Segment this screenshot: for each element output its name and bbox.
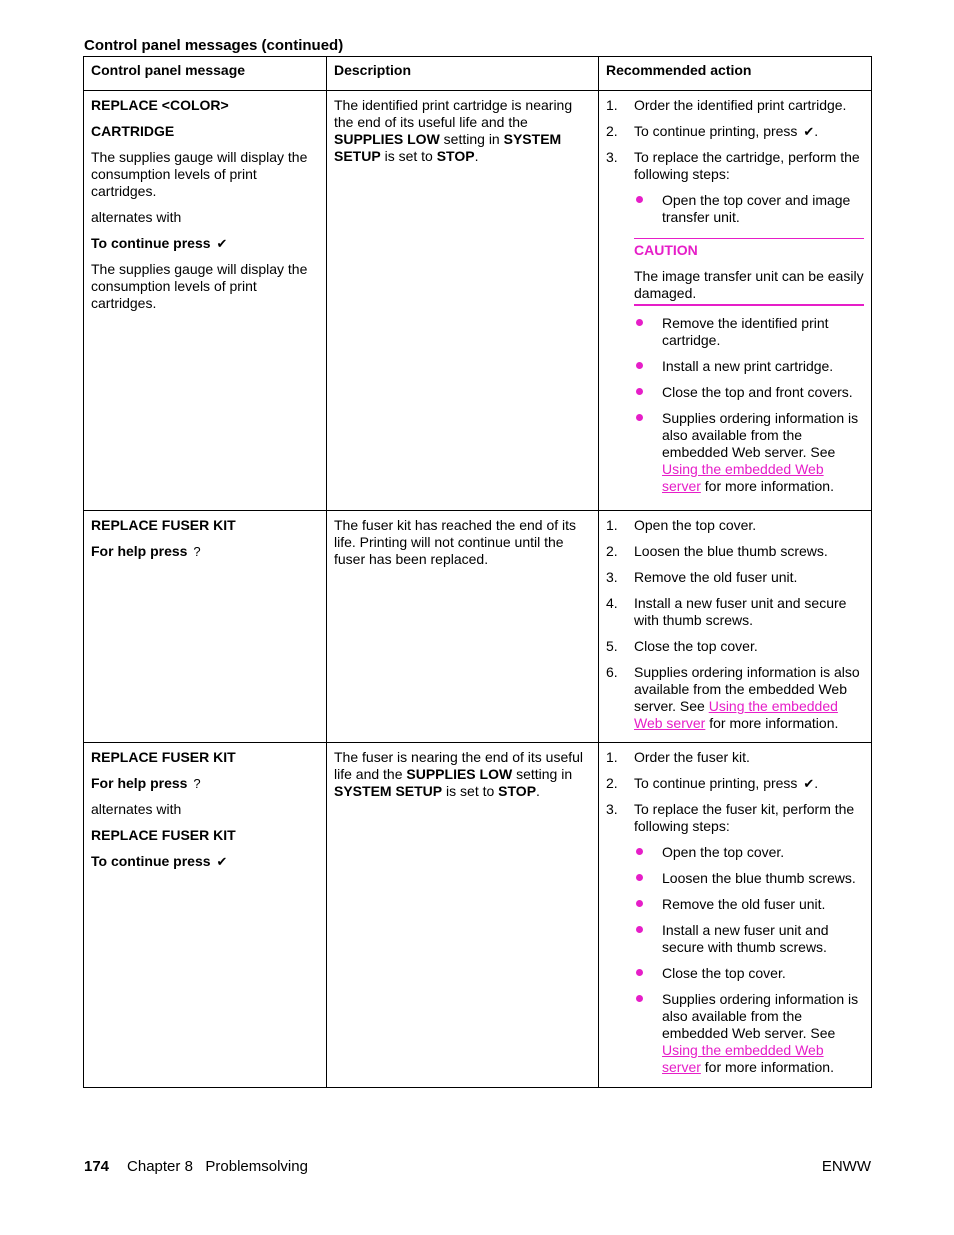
alternates-text: alternates with	[91, 801, 182, 817]
alternates-text: alternates with	[91, 209, 182, 225]
sub-step	[634, 358, 864, 375]
step-number: 1.	[606, 517, 618, 533]
sub-steps	[634, 844, 864, 1076]
step-text: To continue printing, press	[634, 775, 802, 791]
step-text: .	[814, 775, 819, 791]
bullet-icon	[636, 362, 643, 369]
sub-step	[634, 315, 864, 349]
page-footer-right: ENWW	[821, 1158, 871, 1175]
action-step	[606, 801, 864, 1076]
embedded-web-server-link[interactable]: Using the embedded Web server	[634, 698, 838, 731]
action-step	[606, 595, 864, 629]
step-number: 2.	[606, 775, 618, 791]
message-cell	[84, 91, 327, 511]
bullet-icon	[636, 388, 643, 395]
description-fragment: .	[536, 783, 540, 799]
column-header-description: Description	[327, 57, 599, 91]
step-text: Order the identified print cartridge.	[634, 97, 847, 113]
description-fragment: The identified print cartridge is nearing the end of its useful life and the	[334, 97, 573, 130]
description-fragment: setting in	[512, 766, 573, 782]
setting-value: STOP	[436, 148, 475, 164]
sub-step-text: Loosen the blue thumb screws.	[662, 870, 856, 886]
page-footer-left	[84, 1158, 308, 1175]
step-number: 1.	[606, 97, 618, 113]
checkmark-icon: ✔	[803, 124, 815, 139]
help-label: For help press	[91, 543, 188, 559]
column-header-message: Control panel message	[84, 57, 327, 91]
column-header-action: Recommended action	[599, 57, 872, 91]
sub-step-text: Remove the old fuser unit.	[662, 896, 826, 912]
setting-value: STOP	[498, 783, 537, 799]
bullet-icon	[636, 900, 643, 907]
bullet-icon	[636, 319, 643, 326]
message-line: REPLACE FUSER KIT	[91, 749, 236, 765]
sub-step	[634, 410, 864, 495]
menu-name: SYSTEM SETUP	[334, 783, 443, 799]
sub-step	[634, 896, 864, 913]
bullet-icon	[636, 969, 643, 976]
control-panel-messages-table	[83, 56, 872, 1088]
message-note: The supplies gauge will display the consumption levels of print cartridges.	[91, 149, 308, 199]
step-number: 1.	[606, 749, 618, 765]
step-number: 6.	[606, 664, 618, 680]
step-number: 5.	[606, 638, 618, 654]
step-text: .	[814, 123, 819, 139]
step-number: 3.	[606, 801, 618, 817]
sub-step	[634, 844, 864, 861]
description-cell	[327, 91, 599, 511]
bullet-icon	[636, 414, 643, 421]
setting-name: SUPPLIES LOW	[334, 131, 440, 147]
message-note: The supplies gauge will display the consumption levels of print cartridges.	[91, 261, 308, 311]
table-row	[84, 511, 872, 743]
action-step	[606, 638, 864, 655]
action-cell	[599, 743, 872, 1088]
bullet-icon	[636, 874, 643, 881]
embedded-web-server-link[interactable]: Using the embedded Web server	[662, 461, 824, 494]
action-steps	[606, 749, 864, 1076]
sub-step	[634, 965, 864, 982]
action-step	[606, 517, 864, 534]
action-step	[606, 775, 864, 792]
bullet-icon	[636, 848, 643, 855]
caution-text: The image transfer unit can be easily damaged.	[634, 268, 864, 301]
help-instruction	[91, 543, 319, 560]
continue-instruction	[91, 235, 319, 252]
continue-label: To continue press	[91, 853, 211, 869]
sub-step-text: Open the top cover.	[662, 844, 785, 860]
table-row	[84, 91, 872, 511]
continue-instruction	[91, 853, 319, 870]
setting-name: SUPPLIES LOW	[406, 766, 513, 782]
message-cell	[84, 743, 327, 1088]
sub-step	[634, 991, 864, 1076]
sub-steps	[634, 192, 864, 226]
step-text: Install a new fuser unit and secure with thumb screws.	[634, 595, 847, 628]
sub-steps	[634, 315, 864, 495]
step-text: Supplies ordering information is also available from the embedded Web server. See	[634, 664, 860, 714]
checkmark-icon: ✔	[216, 236, 228, 251]
sub-step	[634, 384, 864, 401]
sub-step-text: Open the top cover and image transfer unit.	[662, 192, 851, 225]
sub-step-text: Supplies ordering information is also available from the embedded Web server. See	[662, 991, 859, 1041]
sub-step-text: Remove the identified print cartridge.	[662, 315, 829, 348]
description-fragment: .	[474, 148, 479, 164]
bullet-icon	[636, 995, 643, 1002]
action-steps	[606, 97, 864, 495]
description-fragment: is set to	[380, 148, 437, 164]
step-text: Order the fuser kit.	[634, 749, 750, 765]
caution-label: CAUTION	[634, 242, 698, 258]
step-number: 3.	[606, 569, 618, 585]
help-icon: ?	[193, 544, 201, 559]
action-step	[606, 123, 864, 140]
step-text: Loosen the blue thumb screws.	[634, 543, 828, 559]
sub-step-text: Close the top and front covers.	[662, 384, 853, 400]
bullet-icon	[636, 926, 643, 933]
action-steps	[606, 517, 864, 732]
step-text: Open the top cover.	[634, 517, 757, 533]
description-fragment: is set to	[442, 783, 499, 799]
sub-step-text: for more information.	[700, 478, 834, 494]
step-text: for more information.	[705, 715, 839, 731]
sub-step-text: for more information.	[700, 1059, 834, 1075]
description-fragment: setting in	[439, 131, 504, 147]
step-text: Remove the old fuser unit.	[634, 569, 798, 585]
message-cell	[84, 511, 327, 743]
sub-step	[634, 870, 864, 887]
help-label: For help press	[91, 775, 188, 791]
description-cell	[327, 743, 599, 1088]
menu-name: SYSTEM SETUP	[334, 131, 562, 164]
table-header-row	[84, 57, 872, 91]
continue-label: To continue press	[91, 235, 211, 251]
description-cell	[327, 511, 599, 743]
step-number: 4.	[606, 595, 618, 611]
message-line: CARTRIDGE	[91, 123, 175, 139]
action-step	[606, 543, 864, 560]
action-step	[606, 664, 864, 732]
description-text: The fuser kit has reached the end of its life. Printing will not continue until the fuser has been replaced.	[334, 517, 577, 567]
description-fragment: The fuser is nearing the end of its useful life and the	[334, 749, 584, 782]
sub-step-text: Close the top cover.	[662, 965, 786, 981]
sub-step	[634, 192, 864, 226]
action-cell	[599, 511, 872, 743]
checkmark-icon: ✔	[803, 776, 815, 791]
description-text	[334, 749, 591, 800]
step-number: 3.	[606, 149, 618, 165]
message-line: REPLACE FUSER KIT	[91, 517, 236, 533]
page-title: Control panel messages (continued)	[84, 37, 344, 54]
table-row	[84, 743, 872, 1088]
sub-step-text: Install a new fuser unit and secure with thumb screws.	[662, 922, 829, 955]
sub-step-text: Supplies ordering information is also available from the embedded Web server. See	[662, 410, 859, 460]
action-step	[606, 569, 864, 586]
bullet-icon	[636, 196, 643, 203]
step-text: To replace the cartridge, perform the following steps:	[634, 149, 860, 182]
action-step	[606, 149, 864, 495]
page-number: 174	[84, 1158, 110, 1175]
checkmark-icon: ✔	[216, 854, 228, 869]
step-number: 2.	[606, 543, 618, 559]
step-text: To replace the fuser kit, perform the following steps:	[634, 801, 855, 834]
action-step	[606, 97, 864, 114]
help-instruction	[91, 775, 319, 792]
step-text: To continue printing, press	[634, 123, 802, 139]
embedded-web-server-link[interactable]: Using the embedded Web server	[662, 1042, 824, 1075]
message-line: REPLACE <COLOR>	[91, 97, 229, 113]
action-step	[606, 749, 864, 766]
message-line: REPLACE FUSER KIT	[91, 827, 236, 843]
sub-step-text: Install a new print cartridge.	[662, 358, 834, 374]
step-number: 2.	[606, 123, 618, 139]
action-cell	[599, 91, 872, 511]
step-text: Close the top cover.	[634, 638, 758, 654]
chapter-label: Chapter 8 Problemsolving	[127, 1158, 308, 1175]
description-text	[334, 97, 591, 165]
caution-box	[634, 238, 864, 306]
help-icon: ?	[193, 776, 201, 791]
sub-step	[634, 922, 864, 956]
